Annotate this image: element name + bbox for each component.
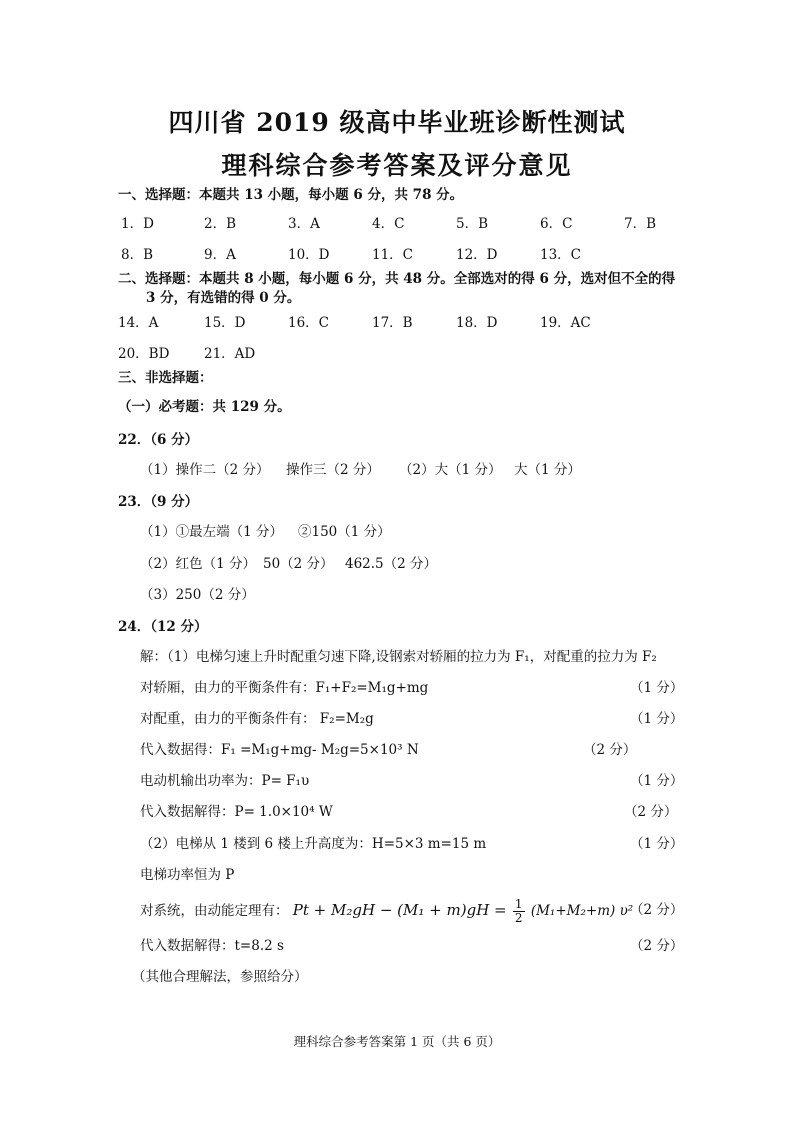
- score-tag: （2 分）: [624, 804, 678, 820]
- page-subtitle: 理科综合参考答案及评分意见: [221, 151, 573, 180]
- answer-item: 2．B: [204, 216, 237, 232]
- answer-item: 1．D: [121, 216, 154, 232]
- answer-item: 8．B: [121, 247, 154, 263]
- answer-item: 15．D: [204, 315, 246, 331]
- answer-item: （1）操作二（2 分）: [140, 462, 270, 478]
- q24-note: （其他合理解法，参照给分）: [132, 969, 308, 985]
- answer-item: （2）大（1 分）: [399, 462, 502, 478]
- answer-item: 14．A: [118, 315, 159, 331]
- q22-label: 22．（6 分）: [118, 432, 199, 448]
- q24-line2: 对轿厢，由力的平衡条件有：F₁+F₂=M₁g+mg: [140, 680, 429, 696]
- energy-equation-left: Pt + M₂gH − (M₁ + m)gH =: [292, 901, 507, 919]
- score-tag: （2 分）: [630, 902, 684, 918]
- section1-heading: 一、选择题：本题共 13 小题，每小题 6 分，共 78 分。: [118, 187, 464, 203]
- fraction-denominator: 2: [514, 911, 523, 925]
- q24-line9: [140, 894, 633, 927]
- q24-line6: 代入数据解得：P= 1.0×10⁴ W: [140, 804, 333, 820]
- q23-label: 23．（9 分）: [118, 494, 199, 510]
- q24-line5: 电动机输出功率为：P= F₁υ: [140, 773, 310, 789]
- answer-item: 20．BD: [118, 346, 170, 362]
- score-tag: （1 分）: [630, 773, 684, 789]
- answer-item: 5．B: [456, 216, 489, 232]
- answer-item: 11．C: [372, 247, 414, 263]
- answer-item: （1）①最左端（1 分）: [140, 524, 283, 540]
- answer-item: 6．C: [540, 216, 573, 232]
- answer-item: 大（1 分）: [514, 462, 581, 478]
- q24-line10: 代入数据解得：t=8.2 s: [140, 938, 284, 954]
- answer-item: 21．AD: [204, 346, 256, 362]
- section3-heading: 三、非选择题：: [118, 370, 213, 386]
- answer-item: 50（2 分）: [263, 556, 334, 572]
- answer-item: 10．D: [288, 247, 330, 263]
- page-title: 四川省 2019 级高中毕业班诊断性测试: [168, 108, 626, 137]
- answer-item: 462.5（2 分）: [345, 556, 438, 572]
- energy-equation-right: (M₁+M₂+m) υ²: [530, 903, 634, 919]
- score-tag: （2 分）: [583, 742, 637, 758]
- q24-line1: 解：（1）电梯匀速上升时配重匀速下降,设钢索对轿厢的拉力为 F₁，对配重的拉力为 F₂: [140, 649, 657, 665]
- answer-item: （2）红色（1 分）: [140, 556, 256, 572]
- section2-heading-line2: 3 分，有选错的得 0 分。: [146, 290, 301, 306]
- answer-item: 17．B: [372, 315, 413, 331]
- q24-line4: 代入数据得：F₁ =M₁g+mg- M₂g=5×10³ N: [140, 742, 419, 758]
- answer-item: ②150（1 分）: [298, 524, 391, 540]
- q24-line3: 对配重，由力的平衡条件有： F₂=M₂g: [140, 711, 374, 727]
- page-footer: 理科综合参考答案第 1 页（共 6 页）: [293, 1034, 501, 1049]
- answer-item: 操作三（2 分）: [286, 462, 380, 478]
- section3-subheading: （一）必考题：共 129 分。: [118, 399, 291, 415]
- score-tag: （2 分）: [630, 938, 684, 954]
- answer-item: 9．A: [204, 247, 236, 263]
- q24-line7: （2）电梯从 1 楼到 6 楼上升高度为：H=5×3 m=15 m: [140, 836, 487, 852]
- q24-line9-prefix: 对系统，由动能定理有：: [140, 903, 289, 919]
- q24-line8: 电梯功率恒为 P: [140, 867, 235, 883]
- score-tag: （1 分）: [630, 836, 684, 852]
- answer-item: 13．C: [540, 247, 582, 263]
- fraction-numerator: 1: [514, 897, 523, 911]
- answer-item: 3．A: [288, 216, 320, 232]
- score-tag: （1 分）: [630, 680, 684, 696]
- answer-item: 18．D: [456, 315, 498, 331]
- answer-item: 16．C: [288, 315, 330, 331]
- answer-item: 19．AC: [540, 315, 591, 331]
- fraction-half: [513, 898, 525, 925]
- answer-item: 4．C: [372, 216, 405, 232]
- answer-item: 12．D: [456, 247, 498, 263]
- score-tag: （1 分）: [630, 711, 684, 727]
- section2-heading-line1: 二、选择题：本题共 8 小题，每小题 6 分，共 48 分。全部选对的得 6 分，选对但不全的得: [118, 271, 676, 287]
- answer-item: 7．B: [624, 216, 657, 232]
- q24-label: 24．（12 分）: [118, 619, 208, 635]
- answer-item: （3）250（2 分）: [140, 587, 255, 603]
